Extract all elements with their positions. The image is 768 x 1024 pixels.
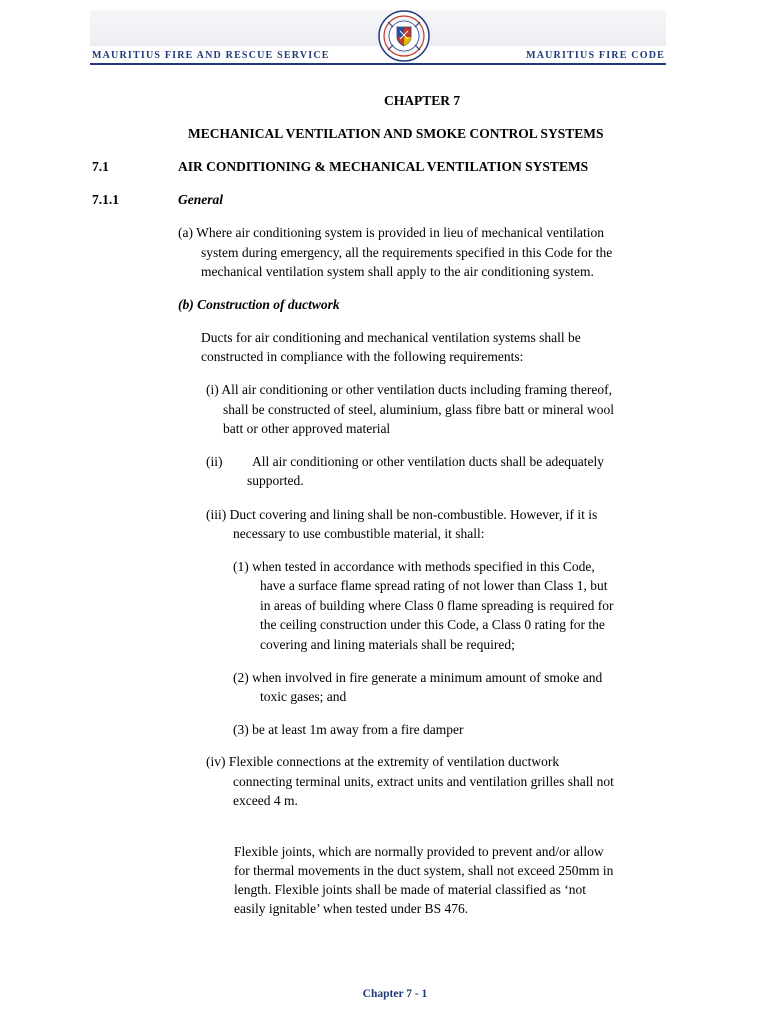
flex-para-line-3: length. Flexible joints shall be made of material classified as ‘not [234,882,587,897]
sub-2-line-1: (2) when involved in fire generate a minimum amount of smoke and [233,670,603,685]
sub-1-line-4: the ceiling construction under this Code, a Class 0 rating for the [260,617,605,632]
para-b-intro-line-2: constructed in compliance with the following requirements: [201,349,524,364]
item-ii-label: (ii) [206,454,223,469]
para-a-line-3: mechanical ventilation system shall apply to the air conditioning system. [201,264,594,279]
page-footer: Chapter 7 - 1 [362,988,428,1000]
sub-1-line-1: (1) when tested in accordance with methods specified in this Code, [233,559,595,574]
item-iv-line-1: (iv) Flexible connections at the extremity of ventilation ductwork [206,754,560,769]
para-a-line-1: (a) Where air conditioning system is provided in lieu of mechanical ventilation [178,225,605,240]
item-i-line-1: (i) All air conditioning or other ventilation ducts including framing thereof, [206,382,613,397]
flex-para-line-4: easily ignitable’ when tested under BS 476. [234,901,469,916]
item-iii-line-1: (iii) Duct covering and lining shall be non-combustible. However, if it is [206,507,598,522]
para-b-intro-line-1: Ducts for air conditioning and mechanical ventilation systems shall be [201,330,581,345]
fire-service-crest-icon [378,10,430,62]
flex-para-line-2: for thermal movements in the duct system, shall not exceed 250mm in [234,863,614,878]
subsection-title: General [178,192,223,207]
item-i-line-2: shall be constructed of steel, aluminium, glass fibre batt or mineral wool [223,402,615,417]
sub-1-line-2: have a surface flame spread rating of not lower than Class 1, but [260,578,608,593]
header-org-left: MAURITIUS FIRE AND RESCUE SERVICE [92,50,330,61]
section-title: AIR CONDITIONING & MECHANICAL VENTILATION SYSTEMS [178,159,589,174]
sub-3-line: (3) be at least 1m away from a fire damper [233,722,464,737]
item-ii-line-1: All air conditioning or other ventilation ducts shall be adequately [252,454,605,469]
para-a-line-2: system during emergency, all the requirements specified in this Code for the [201,245,613,260]
section-number: 7.1 [92,159,109,174]
sub-1-line-5: covering and lining materials shall be required; [260,637,515,652]
para-b-heading: (b) Construction of ductwork [178,297,340,312]
sub-1-line-3: in areas of building where Class 0 flame spreading is required for [260,598,614,613]
subsection-number: 7.1.1 [92,192,119,207]
item-iii-line-2: necessary to use combustible material, it shall: [233,526,485,541]
sub-2-line-2: toxic gases; and [260,689,347,704]
item-ii-line-2: supported. [247,473,304,488]
item-iv-line-2: connecting terminal units, extract units and ventilation grilles shall not [233,774,614,789]
flex-para-line-1: Flexible joints, which are normally provided to prevent and/or allow [234,844,604,859]
chapter-number: CHAPTER 7 [384,93,461,108]
chapter-title: MECHANICAL VENTILATION AND SMOKE CONTROL SYSTEMS [188,126,604,141]
header-org-right: MAURITIUS FIRE CODE [526,50,665,61]
item-iv-line-3: exceed 4 m. [233,793,298,808]
item-i-line-3: batt or other approved material [223,421,391,436]
header-rule [90,63,666,65]
